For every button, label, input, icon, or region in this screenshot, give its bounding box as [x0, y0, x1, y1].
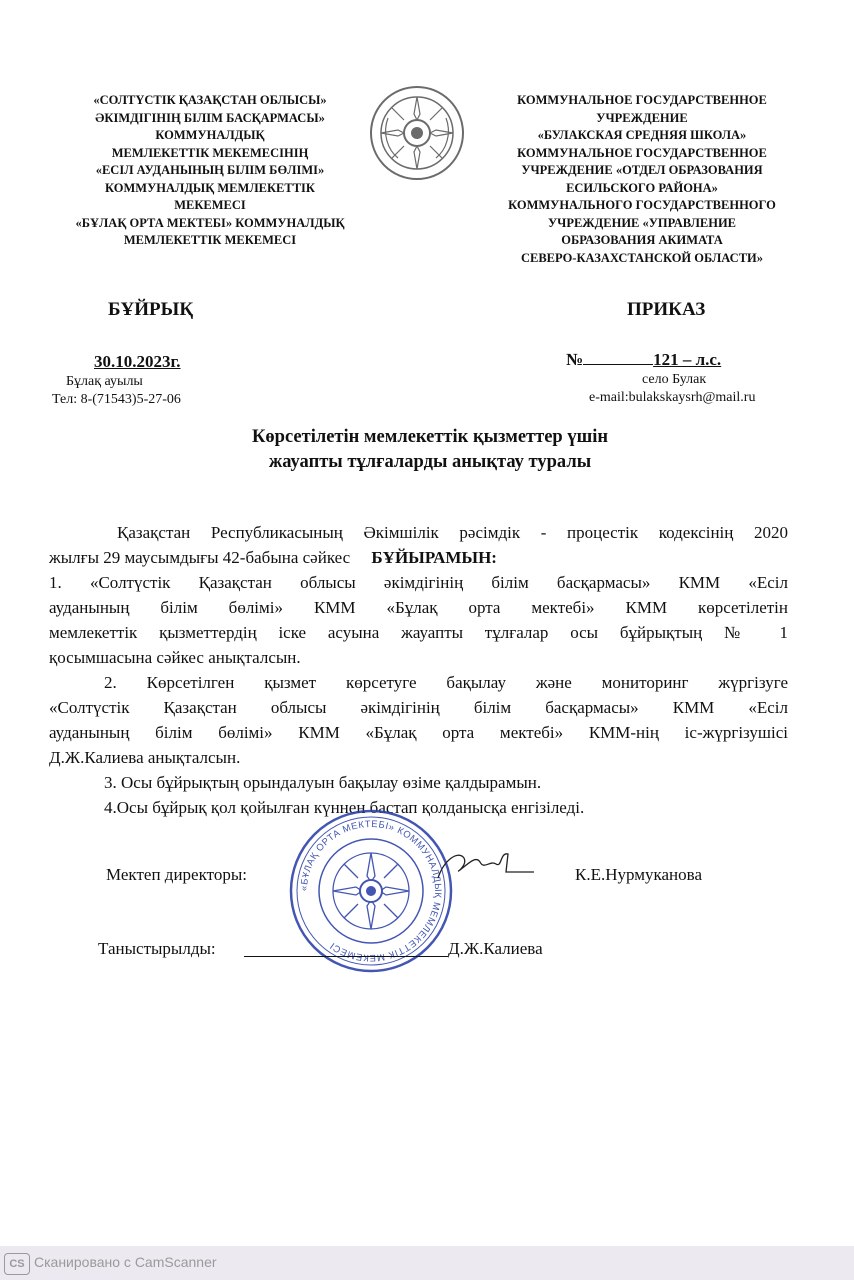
body-line: Д.Ж.Калиева анықталсын.: [49, 748, 241, 767]
header-left-line: МЕКЕМЕСІ: [174, 198, 246, 212]
director-signature: [430, 840, 540, 890]
body-line: ауданының білім бөлімі» КММ «Бұлақ орта мектебі» КММ көрсетілетін: [49, 598, 788, 617]
body-order-verb: БҰЙЫРАМЫН:: [371, 548, 497, 567]
header-left-line: КОММУНАЛДЫҚ МЕМЛЕКЕТТІК: [105, 180, 315, 195]
header-right-line: КОММУНАЛЬНОЕ ГОСУДАРСТВЕННОЕ: [517, 145, 767, 160]
header-right-line: УЧРЕЖДЕНИЕ «УПРАВЛЕНИЕ: [547, 215, 737, 230]
order-title-ru: ПРИКАЗ: [627, 299, 706, 320]
camscanner-logo: [4, 1253, 30, 1275]
village-kz: Бұлақ ауылы: [66, 374, 143, 389]
state-emblem-icon: [368, 84, 466, 182]
body-block: [49, 520, 788, 820]
header-left-line: КОММУНАЛДЫҚ: [155, 128, 265, 142]
body-line: [49, 545, 788, 570]
header-right-line: СЕВЕРО-КАЗАХСТАНСКОЙ ОБЛАСТИ»: [520, 250, 764, 265]
order-number: 121 – л.с.: [653, 350, 722, 369]
ack-name: Д.Ж.Калиева: [448, 939, 543, 958]
header-left-line: «БҰЛАҚ ОРТА МЕКТЕБІ» КОММУНАЛДЫҚ: [75, 215, 345, 230]
body-line: 4.Осы бұйрық қол қойылған күннен бастап қолданысқа енгізіледі.: [104, 798, 585, 817]
header-right-line: ЕСИЛЬСКОГО РАЙОНА»: [566, 180, 718, 195]
body-line: «Солтүстік Қазақстан облысы әкімдігінің білім басқармасы» КММ «Есіл: [49, 698, 788, 717]
scanner-text: Сканировано с CamScanner: [34, 1254, 217, 1270]
order-title-kz: БҰЙРЫҚ: [108, 299, 194, 320]
body-line: мемлекеттік қызметтердің іске асуына жауапты тұлғалар осы бұйрықтың № 1: [49, 623, 788, 642]
subject-line: жауапты тұлғаларды анықтау туралы: [268, 452, 592, 472]
body-line: 3. Осы бұйрықтың орындалуын бақылау өзіме қалдырамын.: [104, 773, 542, 792]
header-left-line: «СОЛТҮСТІК ҚАЗАҚСТАН ОБЛЫСЫ»: [93, 93, 327, 107]
order-number-label: №: [566, 350, 584, 369]
header-left-line: ӘКІМДІГІНІҢ БІЛІМ БАСҚАРМАСЫ»: [95, 110, 325, 125]
ack-label: Таныстырылды:: [98, 939, 216, 958]
header-right-line: ОБРАЗОВАНИЯ АКИМАТА: [561, 233, 723, 247]
body-line: 2. Көрсетілген қызмет көрсетуге бақылау және мониторинг жүргізуге: [104, 673, 788, 692]
order-number-row: [566, 350, 721, 370]
header-right-line: УЧРЕЖДЕНИЕ «ОТДЕЛ ОБРАЗОВАНИЯ: [521, 163, 763, 177]
ack-signature-line: [244, 956, 448, 957]
body-line: қосымшасына сәйкес анықталсын.: [49, 648, 301, 667]
body-intro-text: жылғы 29 маусымдығы 42-бабына сәйкес: [49, 548, 351, 567]
email: e-mail:bulakskaysrh@mail.ru: [589, 390, 756, 405]
header-right-line: КОММУНАЛЬНОГО ГОСУДАРСТВЕННОГО: [508, 198, 776, 212]
director-name: К.Е.Нурмуканова: [575, 865, 702, 884]
header-right-block: [482, 92, 802, 267]
director-label: Мектеп директоры:: [106, 865, 247, 884]
body-line: ауданының білім бөлімі» КММ «Бұлақ орта мектебі» КММ-нің іс-жүргізушісі: [49, 723, 788, 742]
village-ru: село Булак: [642, 372, 707, 387]
header-left-line: МЕМЛЕКЕТТІК МЕКЕМЕСІНІҢ: [111, 145, 309, 160]
header-left-block: [60, 92, 360, 250]
header-right-line: КОММУНАЛЬНОЕ ГОСУДАРСТВЕННОЕ: [517, 93, 767, 107]
school-seal: [288, 808, 454, 974]
header-right-line: УЧРЕЖДЕНИЕ: [596, 110, 688, 125]
camscanner-logo-text: CS: [9, 1258, 25, 1270]
body-line: 1. «Солтүстік Қазақстан облысы әкімдігінің білім басқармасы» КММ «Есіл: [49, 573, 788, 592]
order-date: 30.10.2023г.: [94, 352, 181, 371]
header-left-line: «ЕСІЛ АУДАНЫНЫҢ БІЛІМ БӨЛІМІ»: [95, 163, 325, 177]
phone: Тел: 8-(71543)5-27-06: [52, 392, 181, 407]
seal-text: «БҰЛАҚ ОРТА МЕКТЕБІ» КОММУНАЛДЫҚ МЕМЛЕКЕТТІК МЕКЕМЕСІ: [298, 818, 444, 964]
subject-line: Көрсетілетін мемлекеттік қызметтер үшін: [252, 427, 608, 447]
header-left-line: МЕМЛЕКЕТТІК МЕКЕМЕСІ: [123, 233, 297, 247]
body-line: Қазақстан Республикасының Әкімшілік рәсімдік - процестік кодексінің 2020: [117, 523, 788, 542]
header-right-line: «БУЛАКСКАЯ СРЕДНЯЯ ШКОЛА»: [537, 128, 747, 142]
subject-block: [150, 425, 710, 475]
